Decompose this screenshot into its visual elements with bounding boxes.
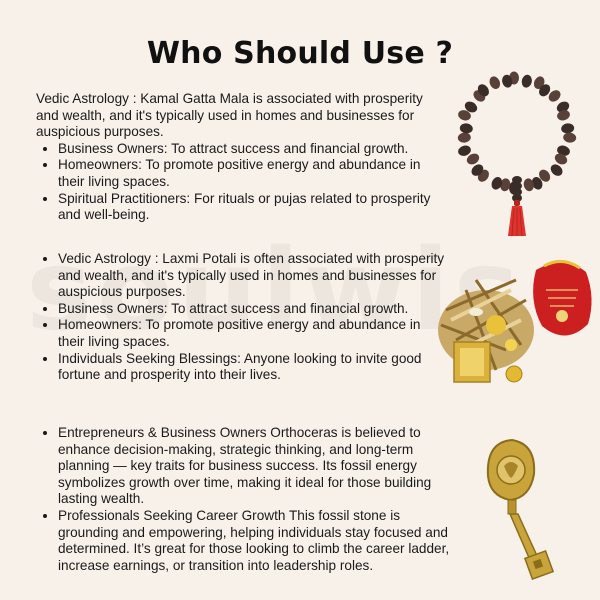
golden-key-image — [468, 436, 560, 586]
bead — [459, 123, 473, 134]
list-item: • Entrepreneurs & Business Owners Orthoceras is believed to enhance decision-making, strategic thinking, and long-term planning — key traits for business success. Its fossil energy symbolizes growth over time, making it ideal for those building lasting wealth. — [58, 425, 452, 508]
laxmi-potali-image — [436, 250, 596, 390]
bead — [457, 132, 471, 143]
kamal-gatta-mala-image — [450, 70, 580, 242]
bead — [488, 75, 502, 91]
bullet-list — [36, 425, 452, 574]
bead — [563, 132, 577, 143]
list-item: • Spiritual Practitioners: For rituals or pujas related to prosperity and well-being. — [58, 191, 436, 224]
page-title: Who Should Use ? — [146, 36, 454, 71]
tassel-icon — [508, 200, 526, 236]
section-kamal-gatta-mala — [36, 91, 436, 224]
section-laxmi-potali — [36, 251, 448, 384]
red-pouch-icon — [533, 261, 591, 335]
section-orthoceras — [36, 425, 452, 574]
list-item: • Individuals Seeking Blessings: Anyone looking to invite good fortune and prosperity into their lives. — [58, 351, 448, 384]
bead — [548, 162, 564, 178]
list-item: • Homeowners: To promote positive energy and abundance in their living spaces. — [58, 317, 448, 350]
bullet-list — [36, 251, 448, 384]
list-item: • Business Owners: To attract success and financial growth. — [58, 301, 448, 318]
bullet-list — [36, 141, 436, 224]
key-icon — [488, 440, 553, 579]
mala-beads — [457, 72, 577, 203]
bead — [561, 123, 575, 134]
section-intro: Vedic Astrology : Kamal Gatta Mala is associated with prosperity and wealth, and it's typically used in homes and businesses for auspicious purposes. — [36, 91, 423, 140]
bead — [521, 74, 533, 89]
list-item: • Vedic Astrology : Laxmi Potali is often associated with prosperity and wealth, and it's typically used in homes and businesses for auspicious purposes. — [58, 251, 448, 301]
list-item: • Professionals Seeking Career Growth This fossil stone is grounding and empowering, helping individuals stay focused and determined. It’s great for those looking to climb the career ladder, increase earnings, or transition into leadership roles. — [58, 508, 452, 574]
list-item: • Homeowners: To promote positive energy and abundance in their living spaces. — [58, 157, 436, 190]
list-item: • Business Owners: To attract success and financial growth. — [58, 141, 436, 158]
